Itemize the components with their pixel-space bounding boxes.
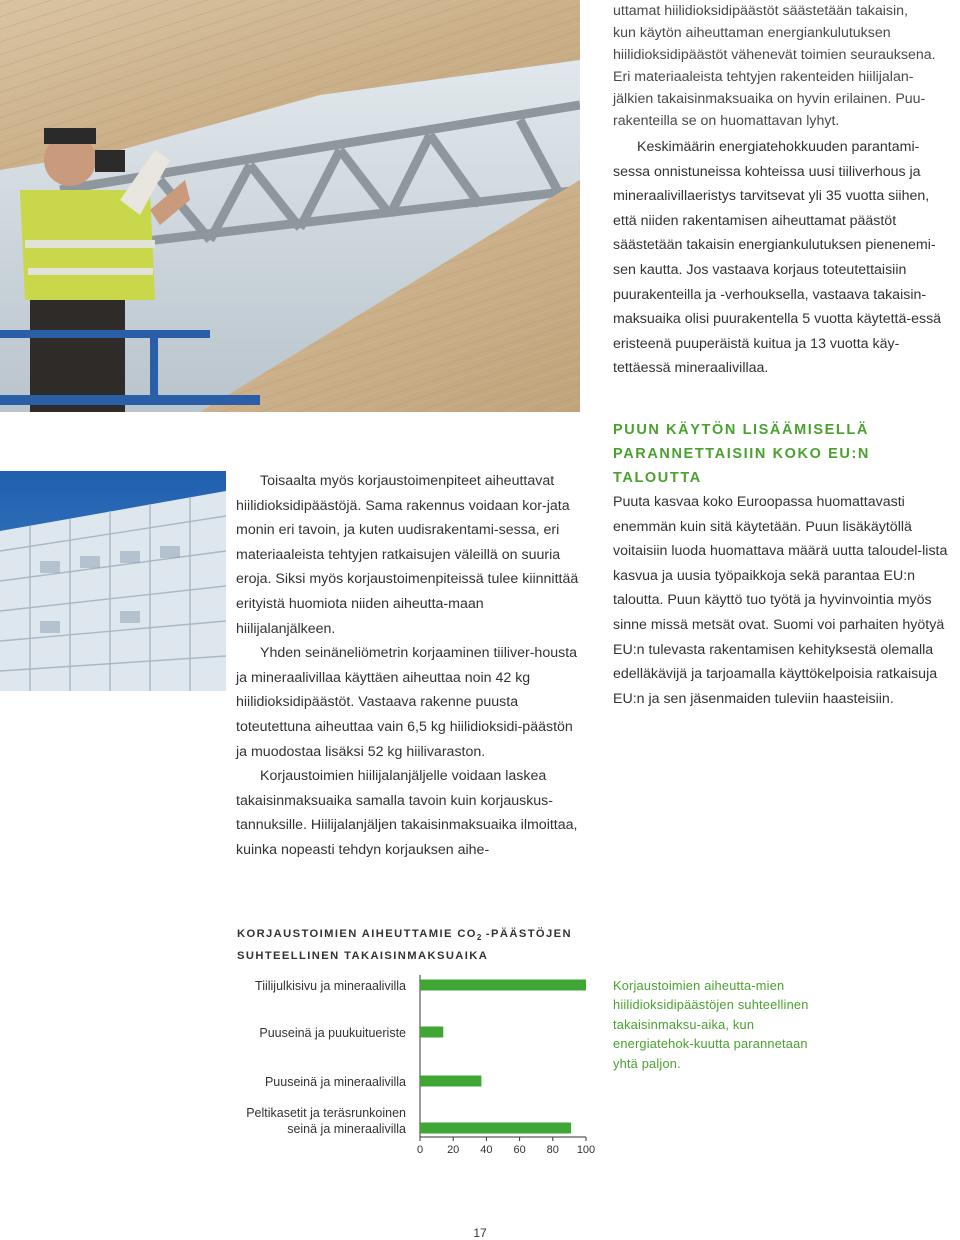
right-column-top xyxy=(613,0,956,381)
x-tick-label: 60 xyxy=(513,1144,526,1156)
chart-note: Korjaustoimien aiheutta-mien hiilidioksidipäästöjen suhteellinen takaisinmaksu-aika, kun energiatehok-kuutta parannetaan yhtä paljon. xyxy=(613,978,809,1071)
bar xyxy=(420,1027,443,1038)
x-tick-label: 80 xyxy=(546,1144,559,1156)
category-label: Puuseinä ja puukuitueriste xyxy=(259,1026,406,1040)
intro-line: rakenteilla se on huomattavan lyhyt. xyxy=(613,113,840,129)
photo-building xyxy=(0,471,226,691)
bar xyxy=(420,1076,481,1087)
category-label: Tiilijulkisivu ja mineraalivilla xyxy=(255,979,406,993)
x-tick-label: 20 xyxy=(447,1144,460,1156)
renovation-paragraph-3: Korjaustoimien hiilijalanjäljelle voidaan laskea takaisinmaksuaika samalla tavoin kuin korjauskus-tannuksille. Hiilijalanjäljen takaisinmaksuaika ilmoittaa, kuinka nopeasti tehdyn korjauksen aihe- xyxy=(236,768,578,858)
page-number: 17 xyxy=(473,1226,487,1240)
chart-title: KORJAUSTOIMIEN AIHEUTTAMIE $CO_2$ -PÄÄSTÖJEN SUHTEELLINEN TAKAISINMAKSUAIKA xyxy=(237,928,572,962)
renovation-paragraph-2: Yhden seinäneliömetrin korjaaminen tiiliver-housta ja mineraalivillaa käyttäen aiheuttaa noin 42 kg hiilidioksidipäästöt. Vastaava rakenne puusta toteutettuna aiheuttaa vain 6,5 kg hiilidioksidi-päästön ja muodostaa lisäksi 52 kg hiilivaraston. xyxy=(236,645,578,760)
eu-economy-paragraph: Puuta kasvaa koko Euroopassa huomattavasti enemmän kuin sitä käytetään. Puun lisäkäytöllä voitaisiin luoda huomattava määrä uutta taloudel-lista kasvua ja uusia työpaikkoja sekä parantaa EU:n taloutta. Puun käyttö tuo työtä ja hyvinvointia myös sinne missä metsät ovat. Suomi voi parhaiten hyötyä EU:n tulevasta rakentamisen kehityksestä olemalla edelläkävijä ja tarjoamalla käyttökelpoisia ratkaisuja EU:n ja sen jäsenmaiden tuleviin haasteisiin. xyxy=(613,494,948,707)
photo-worker xyxy=(0,0,580,412)
intro-line: jälkien takaisinmaksuaika on hyvin erilainen. Puu- xyxy=(613,91,926,107)
x-tick-label: 40 xyxy=(480,1144,493,1156)
x-tick-label: 100 xyxy=(576,1144,596,1156)
left-column xyxy=(236,469,586,863)
category-label: Puuseinä ja mineraalivilla xyxy=(264,1075,406,1089)
intro-line: hiilidioksidipäästöt vähenevät toimien seurauksena. xyxy=(613,47,936,63)
right-column-bottom xyxy=(613,418,956,711)
bar xyxy=(420,980,586,991)
x-tick-label: 0 xyxy=(416,1144,424,1156)
section-heading: PUUN KÄYTÖN LISÄÄMISELLÄ PARANNETTAISIIN KOKO EU:N TALOUTTA xyxy=(613,422,870,486)
intro-line: uttamat hiilidioksidipäästöt säästetään takaisin, xyxy=(613,3,908,19)
intro-line: kun käytön aiheuttaman energiankulutuksen xyxy=(613,25,891,41)
category-label: seinä ja mineraalivilla xyxy=(287,1122,406,1136)
payback-paragraph: Keskimäärin energiatehokkuuden parantami-sessa onnistuneissa kohteissa uusi tiiliverhous ja mineraalivillaeristys tarvitsevat yli 35 vuotta siihen, että niiden rakentamisen aiheuttamat päästöt säästetään takaisin energiankulutuksen pienenemi-sen kautta. Jos vastaava korjaus toteutettaisiin puurakenteilla ja -verhouksella, vastaava takaisin-maksuaika olisi puurakentella 5 vuotta käytettä-essä eristeenä puuperäistä kuitua ja 13 vuotta käy-tettäessä mineraalivillaa. xyxy=(613,139,942,377)
intro-line: Eri materiaaleista tehtyjen rakenteiden hiilijalan- xyxy=(613,69,914,85)
renovation-paragraph-1: Toisaalta myös korjaustoimenpiteet aiheuttavat hiilidioksidipäästöjä. Sama rakennus voidaan kor-jata monin eri tavoin, ja kuten uudisrakentami-sessa, eri materiaaleista tehtyjen ratkaisujen väleillä on suuria eroja. Siksi myös korjaustoimenpiteissä tulee kiinnittää erityistä huomiota niiden aiheutta-maan hiilijalanjälkeen. xyxy=(236,473,579,637)
category-label: Peltikasetit ja teräsrunkoinen xyxy=(246,1106,406,1120)
bar xyxy=(420,1123,571,1134)
